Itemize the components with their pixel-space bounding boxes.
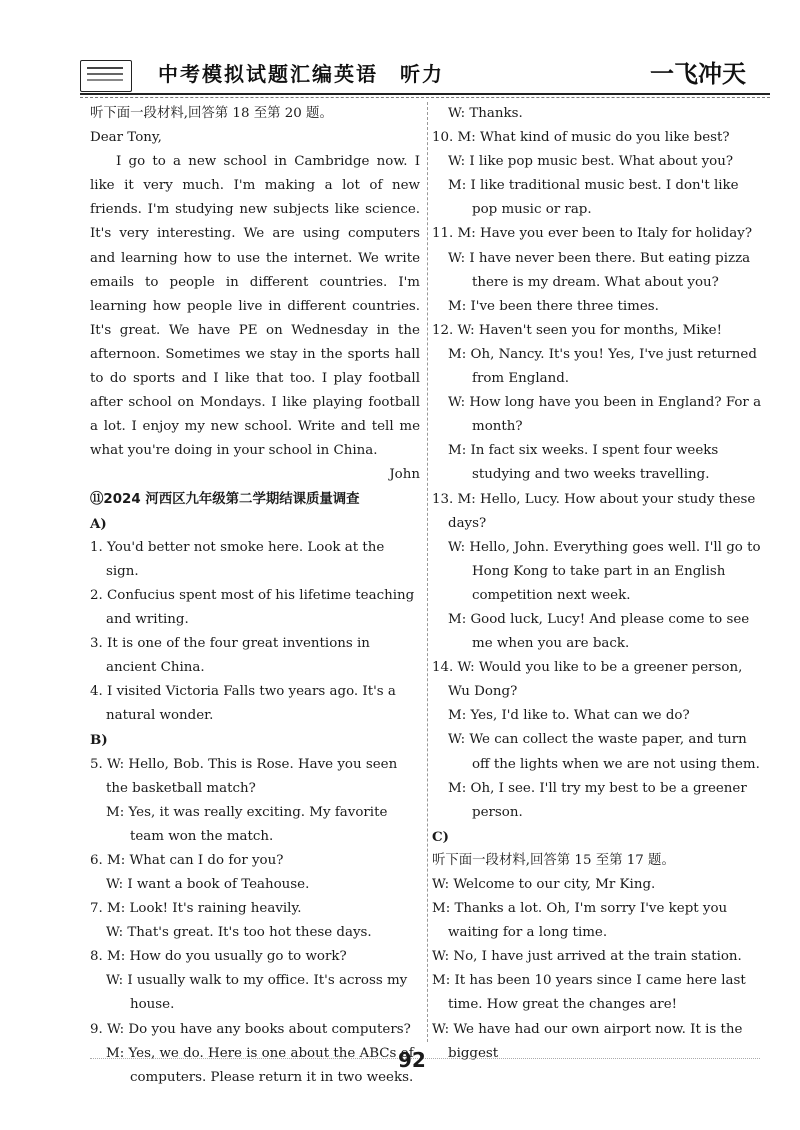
section-title: ⑪2024 河西区九年级第二学期结课质量调查 (90, 491, 360, 507)
part-c-intro: 听下面一段材料,回答第 15 至第 17 题。 (432, 852, 675, 868)
letter-body: I go to a new school in Cambridge now. I like it very much. I'm making a lot of new friends. I'm studying new subjects like science. It's very interesting. We are using computers and learning how to use the internet. We write emails to people in different countries. I'm learning how people live in different countries. It's great. We have PE on Wednesday in the afternoon. Sometimes we stay in the sports hall to do sports and I like that too. I play football after school on Mondays. I like playing football a lot. I enjoy my new school. Write and tell me what you're doing in your school in China. (90, 154, 420, 459)
right-dialogues (432, 102, 762, 825)
text-line: W: I like pop music best. What about you? (448, 154, 734, 170)
text-line: 7. M: Look! It's raining heavily. (90, 901, 302, 917)
column-divider (427, 102, 428, 1042)
page-header (0, 0, 800, 100)
text-line: W: How long have you been in England? For a month? (448, 395, 762, 435)
text-line: 2. Confucius spent most of his lifetime teaching and writing. (90, 587, 415, 627)
text-line: W: Thanks. (448, 106, 523, 121)
text-line: M: Oh, I see. I'll try my best to be a greener person. (448, 780, 747, 820)
text-line: M: In fact six weeks. I spent four weeks studying and two weeks travelling. (448, 443, 719, 483)
text-line: 1. You'd better not smoke here. Look at the sign. (90, 539, 385, 579)
book-logo-icon (80, 60, 132, 92)
text-line: M: It has been 10 years since I came here last time. How great the changes are! (432, 973, 746, 1013)
part-a-label: A) (90, 515, 107, 532)
part-b-label: B) (90, 732, 108, 749)
text-line: W: That's great. It's too hot these days. (106, 925, 372, 941)
running-title: 中考模拟试题汇编英语 听力 (158, 62, 444, 86)
text-line: 4. I visited Victoria Falls two years ago. It's a natural wonder. (90, 684, 396, 724)
part-b-dialogues (90, 753, 420, 1090)
text-line: 3. It is one of the four great inventions in ancient China. (90, 636, 370, 676)
text-line: 6. M: What can I do for you? (90, 852, 284, 868)
section-intro: 听下面一段材料,回答第 18 至第 20 题。 (90, 106, 333, 121)
text-line: W: No, I have just arrived at the train station. (432, 949, 742, 965)
text-line: 8. M: How do you usually go to work? (90, 949, 347, 965)
text-line: 13. M: Hello, Lucy. How about your study these days? (432, 491, 756, 531)
text-line: 5. W: Hello, Bob. This is Rose. Have you seen the basketball match? (90, 756, 398, 796)
text-line: 12. W: Haven't seen you for months, Mike! (432, 322, 722, 338)
text-line: W: I want a book of Teahouse. (106, 877, 310, 892)
header-rule-dashed (80, 97, 770, 99)
part-a-list (90, 536, 420, 729)
text-line: M: Oh, Nancy. It's you! Yes, I've just returned from England. (448, 346, 757, 387)
text-line: W: We can collect the waste paper, and turn off the lights when we are not using them. (448, 732, 760, 772)
left-column (90, 102, 420, 1090)
text-line: M: Thanks a lot. Oh, I'm sorry I've kept you waiting for a long time. (432, 901, 728, 941)
text-line: M: Good luck, Lucy! And please come to see me when you are back. (448, 611, 750, 652)
part-c-dialogue (432, 873, 762, 1066)
brand-logo: 一飞冲天 (650, 60, 746, 88)
letter-greeting: Dear Tony, (90, 130, 162, 146)
text-line: 10. M: What kind of music do you like best? (432, 130, 730, 146)
text-line: 14. W: Would you like to be a greener person, Wu Dong? (432, 660, 743, 700)
text-line: W: I usually walk to my office. It's across my house. (106, 973, 408, 1013)
text-line: W: Welcome to our city, Mr King. (432, 877, 656, 892)
text-line: M: Yes, we do. Here is one about the ABCs of computers. Please return it in two weeks. (106, 1045, 414, 1085)
text-line: W: Hello, John. Everything goes well. I'll go to Hong Kong to take part in an English competition next week. (448, 539, 761, 603)
text-line: M: I like traditional music best. I don't like pop music or rap. (448, 178, 739, 218)
text-line: M: Yes, I'd like to. What can we do? (448, 708, 690, 724)
text-line: W: We have had our own airport now. It is the biggest (432, 1021, 743, 1061)
letter-signature: John (389, 467, 420, 483)
text-line: M: Yes, it was really exciting. My favorite team won the match. (106, 804, 388, 844)
text-line: 11. M: Have you ever been to Italy for holiday? (432, 226, 753, 242)
part-c-label: C) (432, 828, 449, 845)
text-line: W: I have never been there. But eating pizza there is my dream. What about you? (448, 250, 751, 290)
page-number: 92 (398, 1048, 426, 1072)
right-column (432, 102, 762, 1066)
header-rule (80, 93, 770, 95)
text-line: 9. W: Do you have any books about computers? (90, 1021, 411, 1037)
text-line: M: I've been there three times. (448, 298, 659, 314)
